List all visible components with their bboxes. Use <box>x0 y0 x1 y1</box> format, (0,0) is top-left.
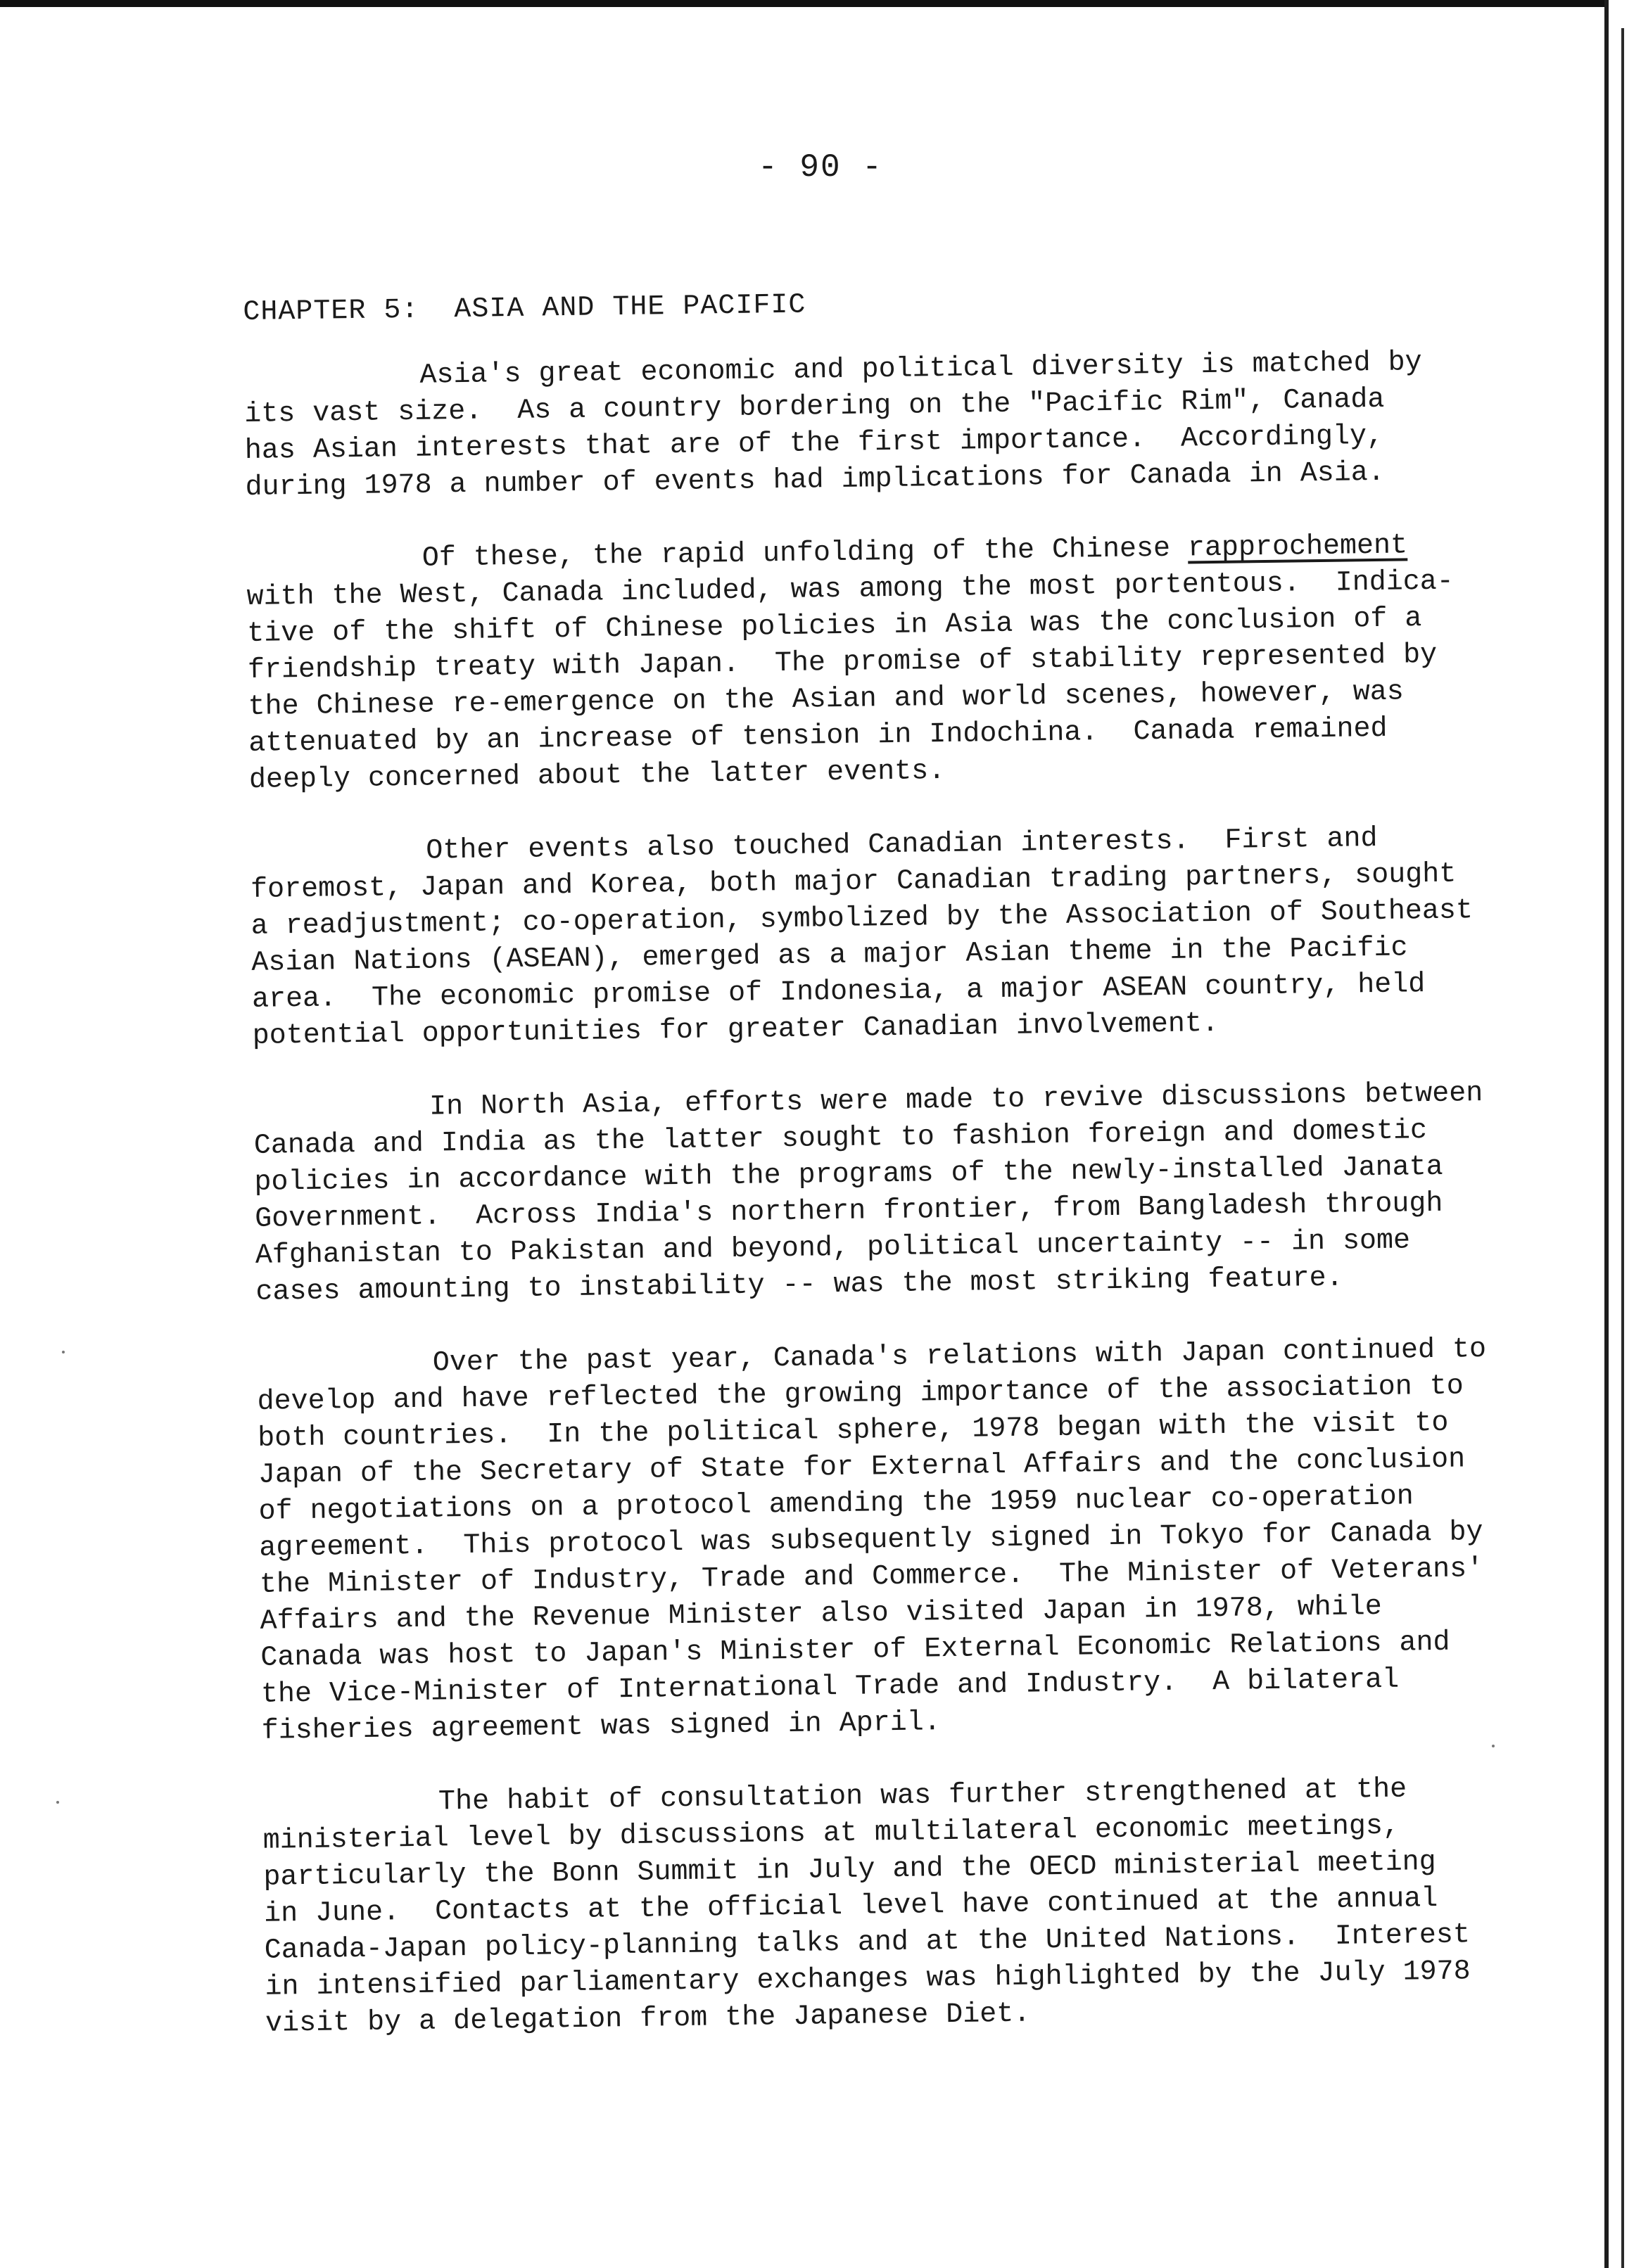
paragraph-line: Asian Nations (ASEAN), emerged as a major Asian theme in the Pacific <box>251 932 1408 979</box>
paragraph-line: In North Asia, efforts were made to revive discussions between <box>429 1078 1483 1123</box>
underlined-term: rapprochement <box>1187 530 1408 565</box>
paragraph-line: Canada was host to Japan's Minister of External Economic Relations and <box>260 1626 1450 1674</box>
scan-top-border <box>0 0 1641 7</box>
paragraph-line: Affairs and the Revenue Minister also visited Japan in 1978, while <box>260 1591 1383 1638</box>
paragraph-line: attenuated by an increase of tension in Indochina. Canada remained <box>248 713 1388 760</box>
paragraph-5 <box>257 1331 1571 1750</box>
paragraph-line: in June. Contacts at the official level have continued at the annual <box>263 1882 1438 1930</box>
paragraph-line-start: Of these, the rapid unfolding of the Chinese <box>422 533 1189 575</box>
paragraph-line: particularly the Bonn Summit in July and the OECD ministerial meeting <box>263 1846 1436 1894</box>
paragraph-line: foremost, Japan and Korea, both major Canadian trading partners, sought <box>250 858 1457 906</box>
paragraph-4 <box>253 1075 1565 1311</box>
page-number: - 90 - <box>758 149 883 186</box>
paragraph-line: the Vice-Minister of International Trade and Industry. A bilateral <box>260 1664 1400 1711</box>
scan-binding-line <box>1621 28 1624 2268</box>
paragraph-line: of negotiations on a protocol amending the 1959 nuclear co-operation <box>258 1481 1414 1528</box>
paragraph-line: friendship treaty with Japan. The promise of stability represented by <box>247 639 1438 687</box>
paragraph-line: Japan of the Secretary of State for External Affairs and the conclusion <box>258 1444 1466 1491</box>
scan-speck <box>62 1351 65 1353</box>
paragraph-6 <box>262 1769 1575 2042</box>
paragraph-line: the Minister of Industry, Trade and Commerce. The Minister of Veterans' <box>259 1553 1484 1601</box>
chapter-title: CHAPTER 5: ASIA AND THE PACIFIC <box>243 289 806 329</box>
paragraph-line: cases amounting to instability -- was the most striking feature. <box>255 1262 1343 1308</box>
paragraph-line: develop and have reflected the growing importance of the association to <box>257 1370 1464 1418</box>
paragraph-line: area. The economic promise of Indonesia, a major ASEAN country, held <box>251 969 1426 1016</box>
paragraph-line: its vast size. As a country bordering on the "Pacific Rim", Canada <box>243 383 1385 431</box>
paragraph-line: Over the past year, Canada's relations with Japan continued to <box>432 1334 1487 1380</box>
paragraph-line: with the West, Canada included, was among the most portentous. Indica- <box>246 566 1455 613</box>
paragraph-line: policies in accordance with the programs of the newly-installed Janata <box>254 1151 1443 1199</box>
paragraph-line: has Asian interests that are of the first importance. Accordingly, <box>244 420 1384 467</box>
paragraph-line: Government. Across India's northern frontier, from Bangladesh through <box>254 1187 1443 1235</box>
paragraph-line: The habit of consultation was further strengthened at the <box>438 1773 1407 1818</box>
paragraph-line: fisheries agreement was signed in April. <box>261 1707 942 1747</box>
paragraph-line: both countries. In the political sphere, 1978 began with the visit to <box>257 1407 1449 1455</box>
paragraph-line: visit by a delegation from the Japanese Diet. <box>265 1998 1031 2040</box>
paragraph-line: the Chinese re-emergence on the Asian and world scenes, however, was <box>248 676 1405 723</box>
document-body <box>243 279 1575 2079</box>
paragraph-line: during 1978 a number of events had implications for Canada in Asia. <box>245 457 1386 504</box>
paragraph-line: ministerial level by discussions at multilateral economic meetings, <box>262 1810 1400 1857</box>
paragraph-line: Afghanistan to Pakistan and beyond, political uncertainty -- in some <box>255 1225 1411 1272</box>
paragraph-1 <box>243 343 1554 507</box>
paragraph-line: Other events also touched Canadian interests. First and <box>426 822 1378 867</box>
paragraph-line: Canada-Japan policy-planning talks and at the United Nations. Interest <box>264 1919 1471 1967</box>
scan-right-edge <box>1604 0 1641 2268</box>
paragraph-2 <box>246 526 1559 799</box>
paragraph-line: agreement. This protocol was subsequently signed in Tokyo for Canada by <box>259 1517 1483 1565</box>
paragraph-line: deeply concerned about the latter events. <box>248 755 946 796</box>
scan-speck <box>56 1801 59 1804</box>
paragraph-line: in intensified parliamentary exchanges was highlighted by the July 1978 <box>265 1956 1471 2003</box>
paragraph-line: a readjustment; co-operation, symbolized by the Association of Southeast <box>251 895 1474 943</box>
paragraph-line: Asia's great economic and political diversity is matched by <box>419 347 1422 392</box>
paragraph-line: Canada and India as the latter sought to fashion foreign and domestic <box>253 1115 1428 1162</box>
paragraph-line: tive of the shift of Chinese policies in Asia was the conclusion of a <box>247 603 1422 650</box>
paragraph-line: potential opportunities for greater Canadian involvement. <box>252 1007 1219 1052</box>
paragraph-3 <box>250 819 1561 1055</box>
